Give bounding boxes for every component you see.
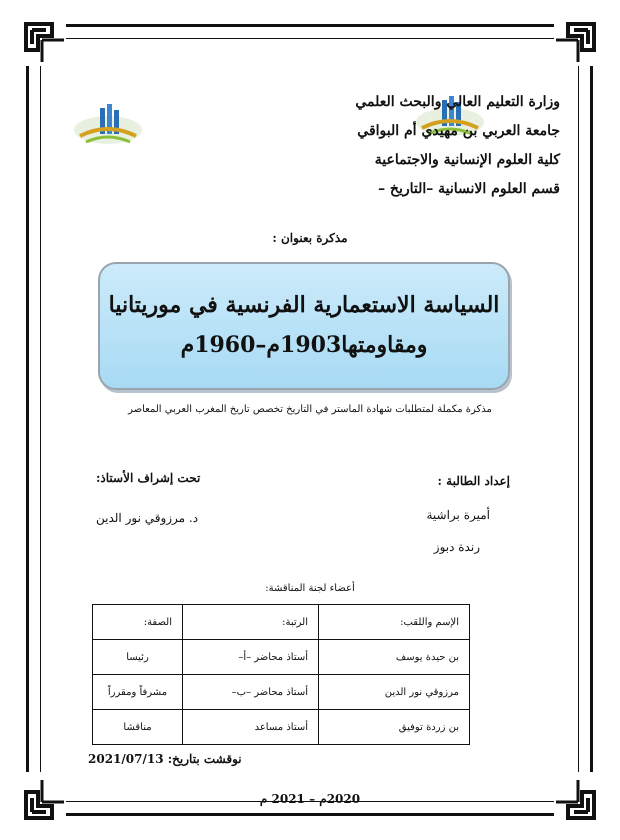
member-rank: أستاذ محاضر –ب– (183, 675, 319, 710)
student-name: رندة دبوز (433, 540, 480, 554)
table-row (93, 710, 470, 745)
thesis-title-line1: السياسة الاستعمارية الفرنسية في موريتانيا (108, 292, 500, 318)
frame-corner-knot-icon (22, 20, 68, 66)
column-header-role: الصفة: (93, 605, 183, 640)
member-rank: أستاذ مساعد (183, 710, 319, 745)
table-row (93, 675, 470, 710)
frame-right-inner (578, 66, 579, 772)
academic-year: 2020م – 2021 م (259, 792, 361, 806)
frame-corner-knot-icon (552, 20, 598, 66)
university-logo-icon (70, 100, 146, 152)
member-role: مناقشا (93, 710, 183, 745)
committee-heading: أعضاء لجنة المناقشة: (265, 583, 355, 594)
supervisor-label: تحت إشراف الأستاذ: (96, 471, 201, 485)
defense-date: نوقشت بتاريخ: 2021/07/13 (88, 752, 242, 766)
faculty-name: كلية العلوم الإنسانية والاجتماعية (374, 152, 560, 168)
student-name: أميرة براشية (426, 508, 490, 522)
frame-left-outer (26, 66, 29, 772)
thesis-subtitle: مذكرة مكملة لمتطلبات شهادة الماستر في التاريخ تخصص تاريخ المغرب العربي المعاصر (128, 404, 492, 415)
member-rank: أستاذ محاضر –أ– (183, 640, 319, 675)
frame-bottom-outer (66, 813, 554, 816)
prepared-by-label: إعداد الطالبة : (437, 474, 510, 488)
frame-right-outer (590, 66, 593, 772)
member-name: بن زردة توفيق (319, 710, 470, 745)
member-name: مرزوقي نور الدين (319, 675, 470, 710)
column-header-name: الإسم واللقب: (319, 605, 470, 640)
institution-header (300, 88, 560, 204)
frame-top-inner (66, 38, 554, 39)
frame-left-inner (40, 66, 41, 772)
column-header-rank: الرتبة: (183, 605, 319, 640)
memo-title-label: مذكرة بعنوان : (272, 231, 348, 245)
thesis-title-line2: ومقاومتها1903م–1960م (180, 332, 428, 358)
university-name: جامعة العربي بن مهيدي أم البواقي (357, 123, 560, 139)
table-header-row (93, 605, 470, 640)
department-name: قسم العلوم الانسانية –التاريخ – (378, 181, 560, 197)
thesis-title-box (98, 262, 510, 390)
member-role: مشرفاً ومقرراً (93, 675, 183, 710)
table-row (93, 640, 470, 675)
member-name: بن حيدة يوسف (319, 640, 470, 675)
supervisor-name: د. مرزوقي نور الدين (96, 511, 199, 525)
frame-top-outer (66, 24, 554, 27)
ministry-name: وزارة التعليم العالي والبحث العلمي (355, 94, 560, 110)
committee-table (92, 604, 470, 745)
member-role: رئيسا (93, 640, 183, 675)
